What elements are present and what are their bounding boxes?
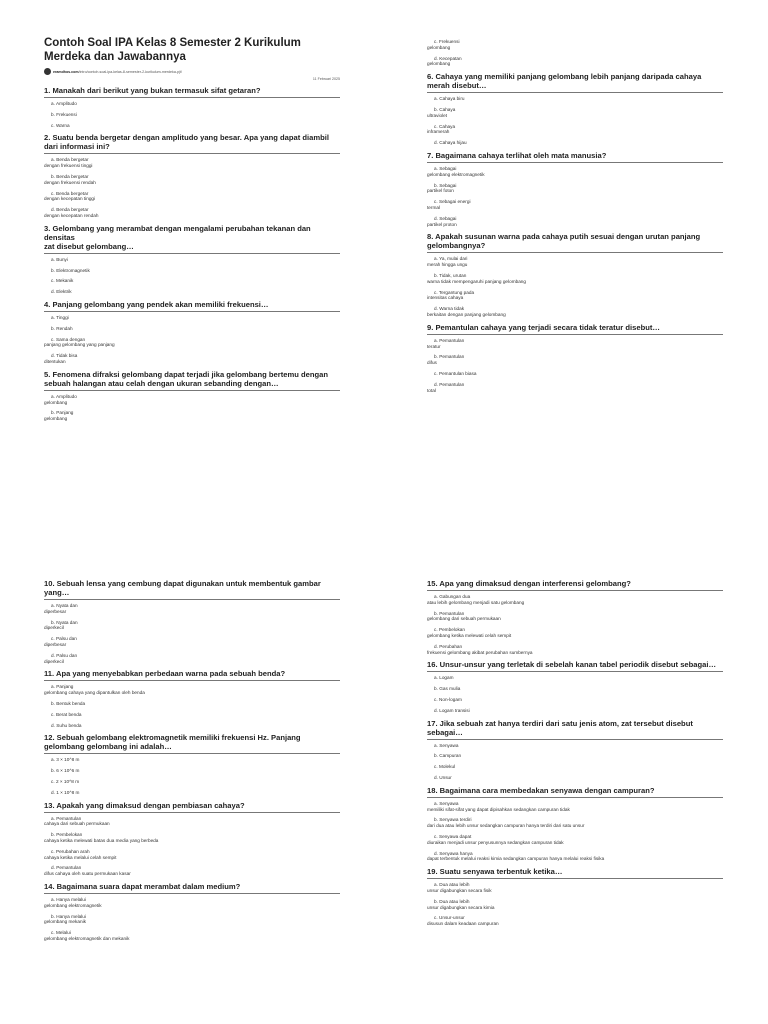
option-list: [427, 594, 723, 655]
answer-option: [427, 627, 723, 639]
option-label: c. Mekanik: [51, 278, 74, 284]
answer-option: [44, 289, 340, 295]
option-continuation: gelombang: [427, 61, 451, 67]
answer-option: [427, 56, 723, 68]
option-list: [44, 897, 340, 942]
option-label: c. Non-logam: [434, 696, 462, 702]
option-list: [44, 101, 340, 128]
question-block: [427, 323, 723, 394]
option-continuation: gelombang: [44, 399, 68, 405]
answer-option: [427, 140, 723, 146]
answer-option: [44, 653, 340, 665]
question-text: 18. Bagaimana cara membedakan senyawa dengan campuran?: [427, 786, 723, 798]
question-text: 10. Sebuah lensa yang cembung dapat digunakan untuk membentuk gambar yang…: [44, 579, 340, 600]
option-continuation: gelombang elektromagnetik: [44, 902, 102, 908]
answer-option: [427, 124, 723, 136]
column: [427, 39, 723, 393]
question-block: [44, 733, 340, 795]
question-text: 13. Apakah yang dimaksud dengan pembiasan cahaya?: [44, 801, 340, 813]
option-continuation: disusun dalam keadaan campuran: [427, 921, 499, 927]
question-block: [427, 39, 723, 67]
option-label: a. Logam: [434, 675, 454, 681]
option-label: a. 3 × 10^8 m: [51, 757, 80, 763]
option-list: [44, 684, 340, 728]
option-label: b. Dua atau lebih: [434, 898, 470, 904]
option-label: a. Pemantulan: [434, 337, 465, 343]
option-continuation: diperbesar: [44, 641, 67, 647]
answer-option: [427, 697, 723, 703]
question-block: [427, 786, 723, 862]
option-label: d. Logam transisi: [434, 707, 470, 713]
question-block: [44, 300, 340, 365]
answer-option: [427, 338, 723, 350]
option-continuation: partikel foton: [427, 188, 454, 194]
option-label: c. 2 × 10^8 m: [51, 778, 80, 784]
answer-option: [44, 636, 340, 648]
option-list: [44, 603, 340, 664]
question-text: 3. Gelombang yang merambat dengan mengalami perubahan tekanan dan densitas zat disebut gelombang…: [44, 224, 340, 254]
option-label: d. Pemantulan: [51, 865, 82, 871]
option-label: b. Pemantulan: [434, 610, 465, 616]
option-label: a. Ya, mulai dari: [434, 256, 468, 262]
option-label: b. Pemantulan: [434, 354, 465, 360]
option-label: d. Sebagai: [434, 215, 457, 221]
answer-option: [427, 899, 723, 911]
option-label: a. Hanya melalui: [51, 896, 86, 902]
answer-option: [44, 712, 340, 718]
option-continuation: frekuensi gelombang akibat perubahan sumbernya: [427, 649, 533, 655]
answer-option: [427, 644, 723, 656]
option-continuation: ultraviolet: [427, 112, 448, 118]
answer-option: [44, 278, 340, 284]
option-continuation: dengan kecepatan tinggi: [44, 196, 96, 202]
option-list: [427, 675, 723, 713]
option-continuation: ditentukan: [44, 358, 66, 364]
question-block: [44, 133, 340, 218]
question-text: 17. Jika sebuah zat hanya terdiri dari satu jenis atom, zat tersebut disebut sebagai…: [427, 719, 723, 740]
option-label: b. Senyawa terdiri: [434, 817, 472, 823]
option-label: a. Dua atau lebih: [434, 882, 470, 888]
question-text: 2. Suatu benda bergetar dengan amplitudo yang besar. Apa yang dapat diambil dari informasi ini?: [44, 133, 340, 154]
option-label: a. Amplitudo: [51, 393, 77, 399]
answer-option: [427, 801, 723, 813]
answer-option: [427, 743, 723, 749]
option-label: b. Rendah: [51, 325, 73, 331]
column: [427, 579, 723, 927]
answer-option: [427, 882, 723, 894]
option-continuation: diperkecil: [44, 658, 64, 664]
answer-option: [44, 101, 340, 107]
question-list: [44, 86, 340, 422]
option-label: b. Panjang: [51, 410, 74, 416]
option-list: [44, 394, 340, 422]
answer-option: [427, 915, 723, 927]
option-continuation: gelombang elektromagnetik dan mekanik: [44, 935, 130, 941]
option-label: a. Tinggi: [51, 314, 69, 320]
question-block: [427, 72, 723, 146]
question-text: 11. Apa yang menyebabkan perbedaan warna pada sebuah benda?: [44, 669, 340, 681]
answer-option: [427, 39, 723, 51]
answer-option: [44, 620, 340, 632]
option-label: c. Perubahan arah: [51, 848, 90, 854]
question-block: [427, 579, 723, 655]
answer-option: [427, 764, 723, 770]
option-label: d. Warna tidak: [434, 306, 465, 312]
answer-option: [427, 594, 723, 606]
question-block: [44, 224, 340, 295]
option-label: b. Hanya melalui: [51, 913, 86, 919]
question-block: [44, 86, 340, 128]
answer-option: [427, 273, 723, 285]
option-continuation: dengan frekuensi tinggi: [44, 163, 93, 169]
answer-option: [44, 191, 340, 203]
option-label: b. Sebagai: [434, 182, 457, 188]
answer-option: [44, 603, 340, 615]
answer-option: [44, 779, 340, 785]
option-label: a. Amplitudo: [51, 101, 77, 106]
answer-option: [44, 174, 340, 186]
option-continuation: panjang gelombang yang panjang: [44, 342, 115, 348]
answer-option: [427, 775, 723, 781]
answer-option: [44, 157, 340, 169]
option-label: a. Bunyi: [51, 256, 68, 262]
answer-option: [427, 290, 723, 302]
question-block: [44, 669, 340, 728]
option-label: b. Gas mulia: [434, 686, 461, 692]
answer-option: [44, 768, 340, 774]
answer-option: [44, 394, 340, 406]
option-label: a. Sebagai: [434, 165, 457, 171]
option-label: c. Warna: [51, 122, 70, 128]
option-label: d. 1 × 10^8 m: [51, 789, 80, 795]
question-text: 12. Sebuah gelombang elektromagnetik memiliki frekuensi Hz. Panjang gelombang gelombang ini adalah…: [44, 733, 340, 754]
option-continuation: diperbesar: [44, 608, 67, 614]
answer-option: [44, 315, 340, 321]
option-continuation: gelombang ketika melewati celah sempit: [427, 632, 512, 638]
option-list: [427, 256, 723, 317]
answer-option: [427, 96, 723, 102]
option-label: d. Tidak bisa: [51, 353, 78, 359]
answer-option: [44, 701, 340, 707]
option-continuation: dengan frekuensi rendah: [44, 179, 96, 185]
option-continuation: merah hingga ungu: [427, 262, 468, 268]
answer-option: [44, 723, 340, 729]
option-continuation: difus: [427, 360, 437, 366]
option-label: b. Bentuk benda: [51, 700, 86, 706]
option-label: a. Panjang: [51, 684, 74, 690]
option-continuation: atau lebih gelombang menjadi satu gelombang: [427, 599, 525, 605]
answer-option: [44, 326, 340, 332]
option-label: c. Frekuensi: [434, 39, 460, 44]
option-label: c. Benda bergetar: [51, 190, 89, 196]
answer-option: [427, 382, 723, 394]
answer-option: [427, 306, 723, 318]
option-continuation: cahaya ketika melalui celah sempit: [44, 854, 117, 860]
source-line: [44, 68, 340, 75]
option-list: [427, 338, 723, 394]
option-label: a. Senyawa: [434, 800, 459, 806]
option-continuation: gelombang: [427, 44, 451, 50]
answer-option: [44, 353, 340, 365]
option-label: d. Senyawa hanya: [434, 850, 473, 856]
option-label: d. Perubahan: [434, 643, 463, 649]
answer-option: [427, 371, 723, 377]
option-continuation: cahaya ketika melewati batas dua media yang berbeda: [44, 837, 159, 843]
site-logo-icon: [44, 68, 51, 75]
question-block: [44, 579, 340, 664]
option-label: c. Cahaya: [434, 123, 456, 129]
answer-option: [427, 199, 723, 211]
source-path[interactable]: /intro/contoh-soal-ipa-kelas-8-semester-2-kurikulum-merdeka-pjt/: [78, 69, 182, 74]
question-list: [427, 39, 723, 393]
option-continuation: gelombang cahaya yang dipantulkan oleh benda: [44, 690, 145, 696]
answer-option: [44, 268, 340, 274]
answer-option: [44, 930, 340, 942]
page-2: [384, 0, 768, 512]
option-label: c. Berat benda: [51, 711, 82, 717]
option-continuation: inframerah: [427, 129, 450, 135]
question-text: 5. Fenomena difraksi gelombang dapat terjadi jika gelombang bertemu dengan sebuah halangan atau celah dengan ukuran sebanding dengan…: [44, 370, 340, 391]
answer-option: [427, 686, 723, 692]
option-label: c. Unsur-unsur: [434, 915, 465, 921]
answer-option: [427, 834, 723, 846]
question-text: 14. Bagaimana suara dapat merambat dalam medium?: [44, 882, 340, 894]
question-block: [427, 232, 723, 317]
option-label: b. Campuran: [434, 753, 462, 759]
option-list: [427, 801, 723, 862]
option-label: a. Nyata dan: [51, 603, 78, 608]
option-label: d. Unsur: [434, 774, 452, 780]
option-label: b. Nyata dan: [51, 619, 78, 625]
source-domain[interactable]: eramdhos.com: [53, 69, 79, 74]
option-label: d. Elektrik: [51, 289, 72, 295]
option-list: [427, 39, 723, 67]
question-block: [427, 660, 723, 713]
option-label: a. Gabungan dua: [434, 594, 471, 599]
option-label: b. Frekuensi: [51, 111, 77, 117]
answer-option: [427, 183, 723, 195]
option-label: b. 6 × 10^6 m: [51, 768, 80, 774]
option-list: [427, 96, 723, 146]
option-list: [427, 882, 723, 927]
option-continuation: total: [427, 387, 436, 393]
option-continuation: termal: [427, 204, 441, 210]
option-continuation: berkaitan dengan panjang gelombang: [427, 311, 506, 317]
option-label: c. Senyawa dapat: [434, 833, 472, 839]
option-continuation: dari dua atau lebih unsur sedangkan campuran hanya terdiri dari satu unsur: [427, 823, 585, 829]
answer-option: [44, 123, 340, 129]
question-block: [44, 882, 340, 942]
option-list: [44, 157, 340, 218]
option-label: c. Palsu dan: [51, 636, 77, 642]
answer-option: [427, 216, 723, 228]
question-block: [44, 801, 340, 877]
column: [44, 36, 340, 422]
option-continuation: warna tidak mempengaruhi panjang gelombang: [427, 278, 527, 284]
question-list: [44, 579, 340, 942]
option-continuation: gelombang mekanik: [44, 919, 86, 925]
page-4: [384, 512, 768, 1024]
answer-option: [44, 410, 340, 422]
option-label: c. Sama dengan: [51, 336, 86, 342]
option-label: c. Pembelokan: [434, 627, 466, 633]
page-1: [0, 0, 384, 512]
option-continuation: gelombang: [44, 416, 68, 422]
question-list: [427, 579, 723, 927]
option-label: c. Melalui: [51, 930, 71, 936]
answer-option: [44, 684, 340, 696]
question-text: 8. Apakah susunan warna pada cahaya putih sesuai dengan urutan panjang gelombangnya?: [427, 232, 723, 253]
question-text: 1. Manakah dari berikut yang bukan termasuk sifat getaran?: [44, 86, 340, 98]
option-label: c. Molekul: [434, 764, 456, 770]
option-label: a. Senyawa: [434, 742, 459, 748]
question-block: [427, 867, 723, 927]
option-list: [44, 816, 340, 877]
question-text: 19. Suatu senyawa terbentuk ketika…: [427, 867, 723, 879]
question-block: [44, 370, 340, 422]
answer-option: [427, 354, 723, 366]
option-list: [44, 315, 340, 365]
option-list: [44, 757, 340, 795]
answer-option: [44, 757, 340, 763]
option-continuation: partikel proton: [427, 221, 457, 227]
option-continuation: diperkecil: [44, 625, 64, 631]
option-label: d. Palsu dan: [51, 652, 78, 658]
document-title: Contoh Soal IPA Kelas 8 Semester 2 Kurikulum Merdeka dan Jawabannya: [44, 37, 301, 63]
option-label: c. Pemantulan biasa: [434, 370, 477, 376]
option-list: [427, 743, 723, 781]
answer-option: [44, 897, 340, 909]
answer-option: [427, 256, 723, 268]
option-continuation: teratur: [427, 343, 441, 349]
option-list: [44, 257, 340, 295]
option-continuation: intensitas cahaya: [427, 295, 464, 301]
option-continuation: unsur digabungkan secara kimia: [427, 904, 495, 910]
option-label: b. Elektromagnetik: [51, 267, 90, 273]
option-label: d. Suhu benda: [51, 722, 82, 728]
option-continuation: gelombang dari sebuah permukaan: [427, 616, 501, 622]
question-block: [427, 151, 723, 227]
answer-option: [427, 107, 723, 119]
option-label: d. Pemantulan: [434, 381, 465, 387]
question-block: [427, 719, 723, 781]
answer-option: [427, 817, 723, 829]
option-label: a. Benda bergetar: [51, 157, 89, 163]
option-continuation: dapat terbentuk melalui reaksi kimia sedangkan campuran hanya melalui reaksi fisika: [427, 856, 605, 862]
page-3: [0, 512, 384, 1024]
answer-option: [44, 257, 340, 263]
option-continuation: memiliki sifat-sifat yang dapat dipisahkan sedangkan campuran tidak: [427, 806, 570, 812]
answer-option: [427, 851, 723, 863]
question-text: 4. Panjang gelombang yang pendek akan memiliki frekuensi…: [44, 300, 340, 312]
question-text: 15. Apa yang dimaksud dengan interferensi gelombang?: [427, 579, 723, 591]
option-label: b. Cahaya: [434, 106, 456, 112]
answer-option: [427, 166, 723, 178]
option-label: d. Benda bergetar: [51, 207, 89, 213]
option-label: b. Pembelokan: [51, 832, 83, 838]
option-continuation: cahaya dari sebuah permukaan: [44, 821, 110, 827]
option-continuation: dengan kecepatan rendah: [44, 212, 99, 218]
option-label: d. Cahaya hijau: [434, 140, 467, 146]
question-text: 6. Cahaya yang memiliki panjang gelombang lebih panjang daripada cahaya merah disebut…: [427, 72, 723, 93]
option-label: b. Tidak, urutan: [434, 272, 467, 278]
option-label: c. Tergantung pada: [434, 289, 475, 295]
option-label: a. Cahaya biru: [434, 96, 465, 102]
answer-option: [44, 207, 340, 219]
option-label: d. Kecepatan: [434, 55, 462, 61]
answer-option: [427, 675, 723, 681]
column: [44, 579, 340, 942]
option-continuation: difus cahaya oleh suatu permukaan kasar: [44, 871, 131, 877]
answer-option: [44, 816, 340, 828]
option-list: [427, 166, 723, 227]
answer-option: [427, 753, 723, 759]
question-text: 9. Pemantulan cahaya yang terjadi secara tidak teratur disebut…: [427, 323, 723, 335]
answer-option: [44, 914, 340, 926]
option-label: a. Pemantulan: [51, 815, 82, 821]
answer-option: [44, 112, 340, 118]
option-continuation: diuraikan menjadi unsur penyusunnya sedangkan campuran tidak: [427, 839, 564, 845]
answer-option: [44, 865, 340, 877]
option-label: c. Sebagai energi: [434, 199, 471, 205]
publish-date: 11 Februari 2025: [312, 77, 340, 81]
question-text: 7. Bagaimana cahaya terlihat oleh mata manusia?: [427, 151, 723, 163]
answer-option: [44, 832, 340, 844]
answer-option: [44, 790, 340, 796]
answer-option: [427, 708, 723, 714]
answer-option: [44, 849, 340, 861]
option-label: b. Benda bergetar: [51, 173, 89, 179]
answer-option: [427, 611, 723, 623]
option-continuation: unsur digabungkan secara fisik: [427, 887, 492, 893]
question-text: 16. Unsur-unsur yang terletak di sebelah kanan tabel periodik disebut sebagai…: [427, 660, 723, 672]
option-continuation: gelombang elektromagnetik: [427, 171, 485, 177]
answer-option: [44, 337, 340, 349]
